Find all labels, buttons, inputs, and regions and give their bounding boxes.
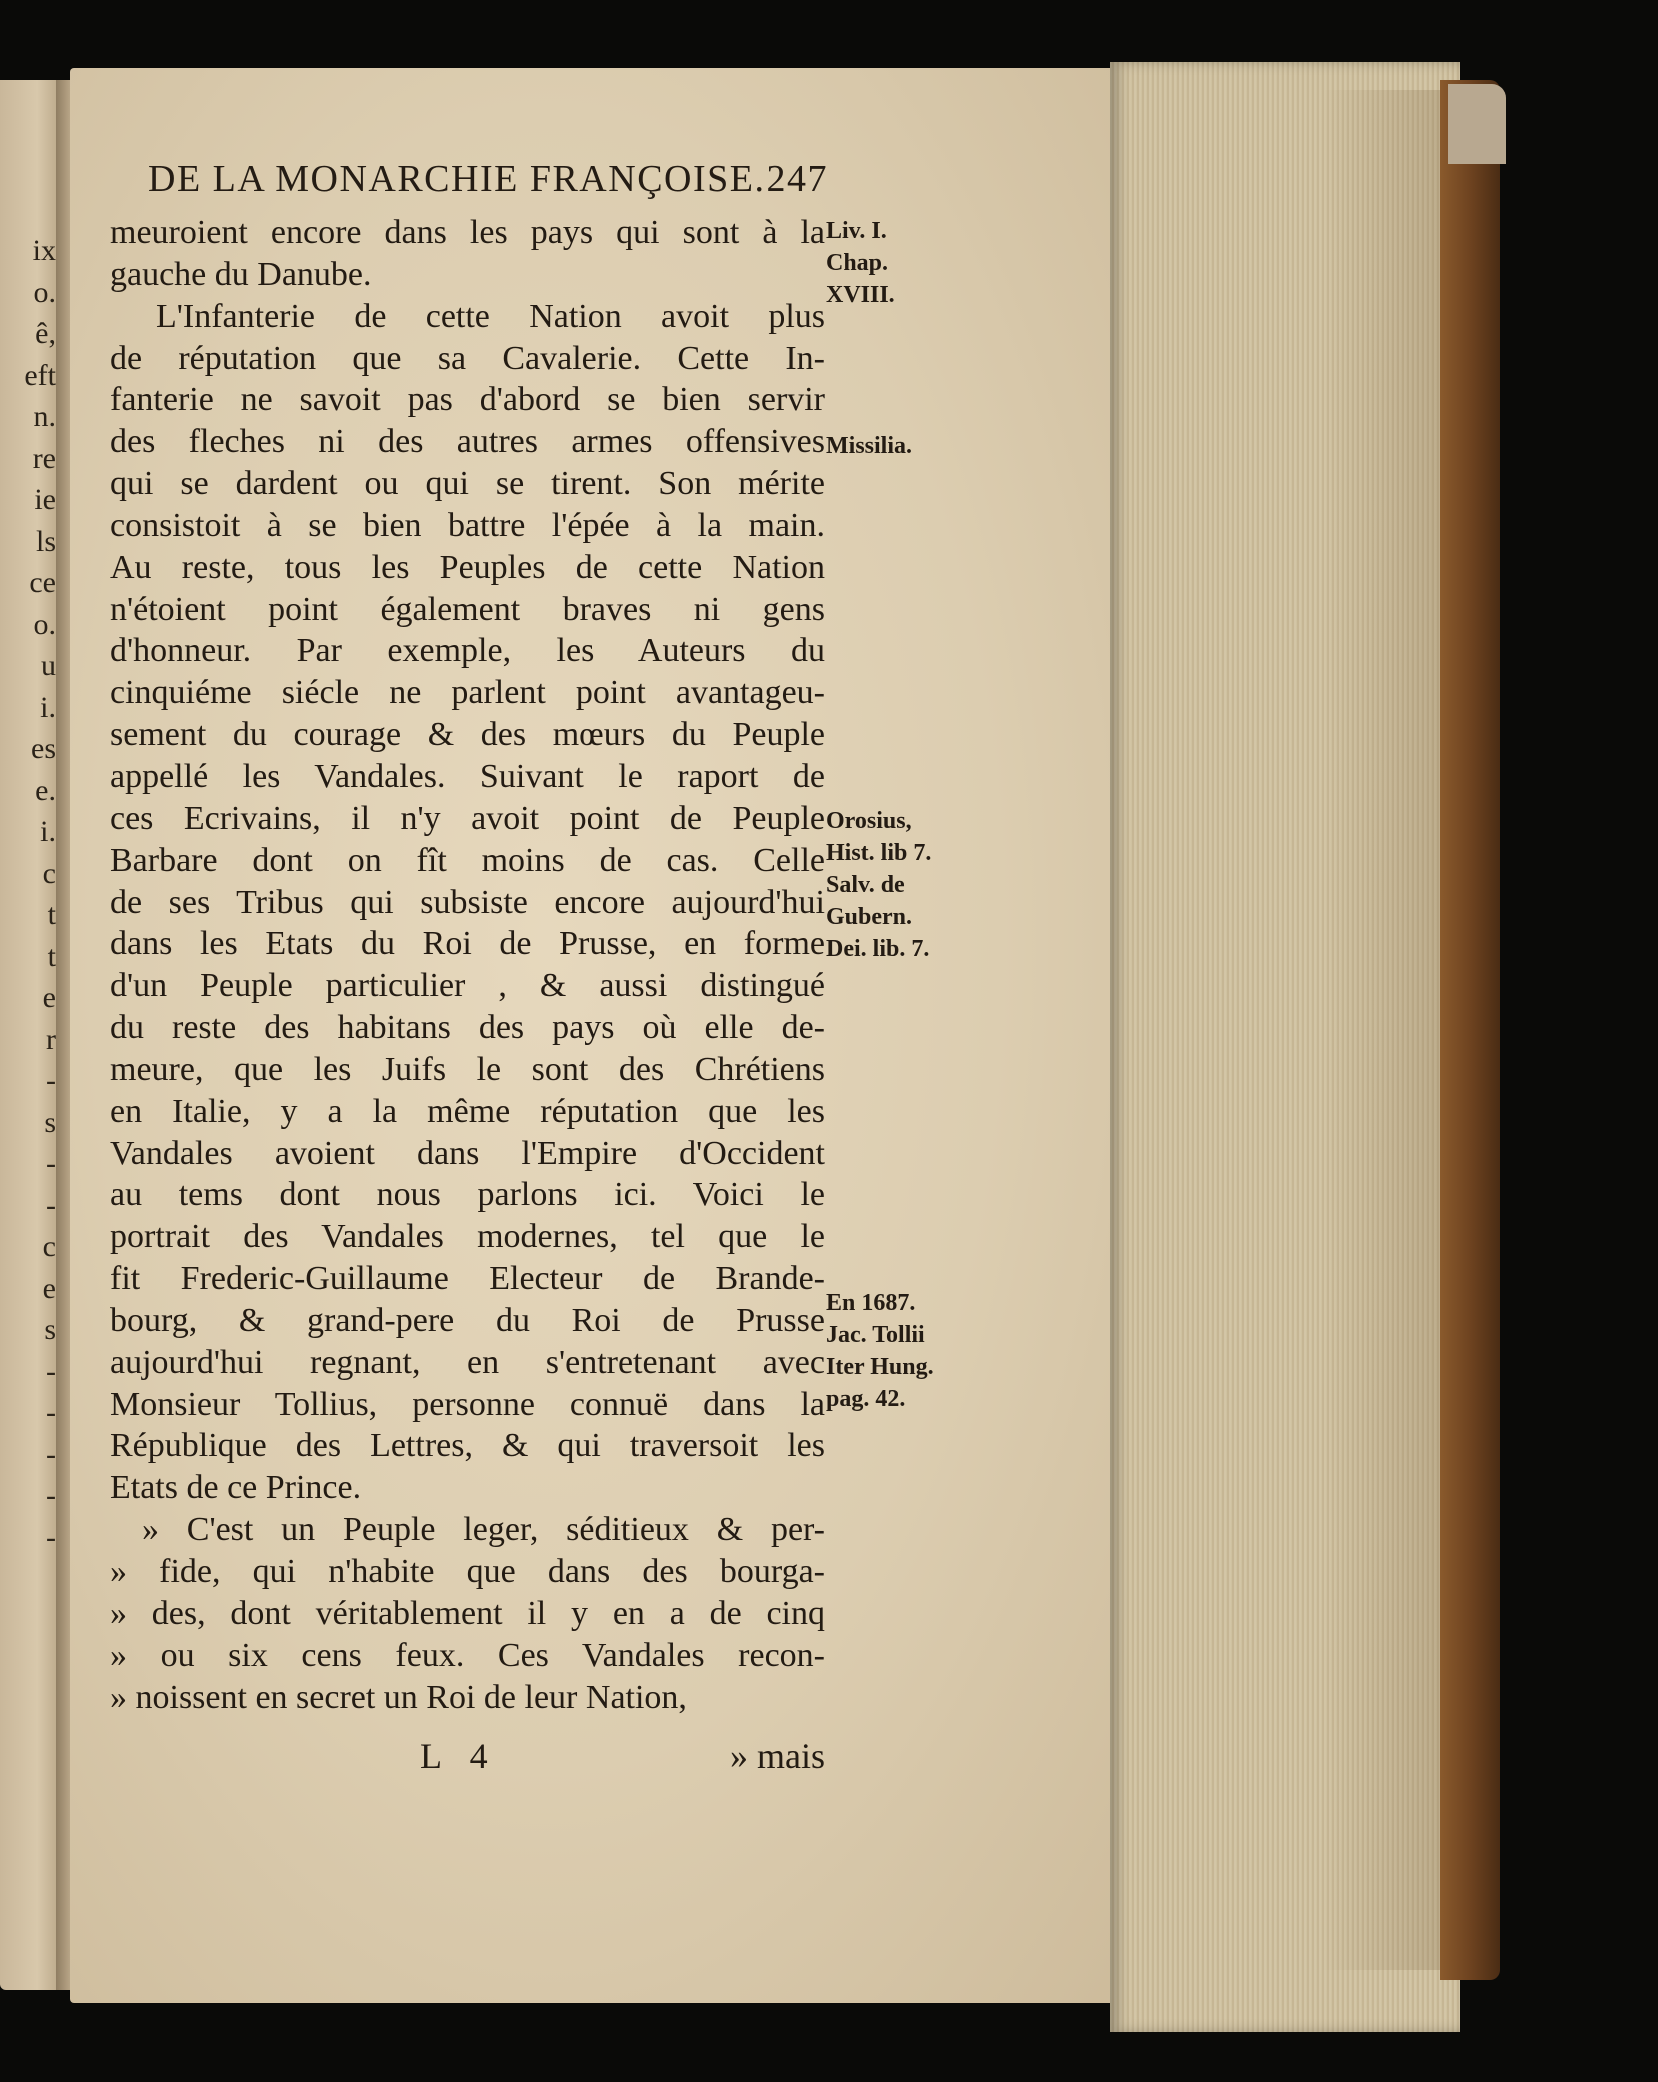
margin-note: En 1687. (826, 1290, 916, 1316)
text-fragment: - (46, 1147, 56, 1180)
text-line: meuroient encore dans les pays qui sont à la (110, 214, 825, 251)
margin-note: Gubern. (826, 904, 913, 930)
running-title: DE LA MONARCHIE FRANÇOISE. (148, 158, 766, 200)
text-line: » des, dont véritablement il y en a de cinq (110, 1594, 825, 1632)
text-fragment: - (46, 1188, 56, 1222)
page-footer (110, 1735, 825, 1779)
text-line: appellé les Vandales. Suivant le raport de (110, 757, 825, 795)
text-line: des fleches ni des autres armes offensives (110, 423, 825, 461)
text-line: Vandales avoient dans l'Empire d'Occident (110, 1134, 825, 1172)
text-line: portrait des Vandales modernes, tel que le (110, 1218, 825, 1256)
margin-note: Dei. lib. 7. (826, 936, 930, 962)
previous-page-edge (0, 80, 62, 1990)
text-fragment: o. (33, 607, 56, 641)
text-fragment: u (41, 649, 56, 682)
margin-note: Missilia. (826, 433, 913, 459)
text-fragment: - (46, 1396, 56, 1429)
text-line: » fide, qui n'habite que dans des bourga- (110, 1553, 825, 1590)
text-line: n'étoient point également braves ni gens (110, 590, 825, 628)
body-text (110, 212, 825, 1718)
margin-note: Orosius, (826, 808, 912, 834)
previous-page-text-fragments (6, 230, 56, 1558)
margin-note: Iter Hung. (826, 1354, 934, 1380)
text-fragment: i. (40, 690, 56, 724)
text-fragment: s (44, 1105, 56, 1139)
text-line: cinquiéme siécle ne parlent point avantageu- (110, 674, 825, 712)
text-line: de réputation que sa Cavalerie. Cette In- (110, 339, 825, 377)
text-line: au tems dont nous parlons ici. Voici le (110, 1176, 825, 1214)
text-line: Monsieur Tollius, personne connuë dans la (110, 1385, 825, 1423)
text-fragment: e (42, 1271, 56, 1305)
text-fragment: ix (32, 234, 56, 267)
text-line: » C'est un Peuple leger, séditieux & per- (142, 1511, 825, 1549)
text-line: » ou six cens feux. Ces Vandales recon- (110, 1636, 825, 1674)
text-fragment: - (46, 1064, 56, 1097)
text-fragment: i. (40, 815, 56, 848)
margin-note: Hist. lib 7. (826, 840, 932, 866)
text-fragment: ie (34, 483, 56, 516)
text-line: République des Lettres, & qui traversoit les (110, 1427, 825, 1465)
text-line: Etats de ce Prince. (110, 1469, 362, 1507)
text-fragment: t (47, 939, 56, 973)
text-fragment: eft (24, 358, 56, 392)
margin-note: Liv. I. (826, 218, 887, 244)
text-fragment: re (32, 441, 56, 475)
text-fragment: - (46, 1479, 56, 1512)
text-line: en Italie, y a la même réputation que les (110, 1092, 825, 1130)
text-fragment: o. (33, 275, 56, 309)
text-line: aujourd'hui regnant, en s'entretenant avec (110, 1343, 825, 1381)
text-fragment: c (42, 1230, 56, 1263)
text-line: Barbare dont on fît moins de cas. Celle (110, 841, 825, 879)
text-fragment: c (42, 856, 56, 890)
text-line: consistoit à se bien battre l'épée à la main. (110, 506, 825, 544)
text-fragment: e (42, 981, 56, 1014)
fore-edge-shadow (1320, 90, 1450, 1970)
text-fragment: ê, (35, 317, 56, 350)
text-line: bourg, & grand-pere du Roi de Prusse (110, 1301, 825, 1339)
text-fragment: s (44, 1313, 56, 1346)
text-fragment: r (46, 1022, 56, 1056)
page-number: 247 (766, 158, 828, 200)
margin-note: Salv. de (826, 872, 905, 898)
catchword: » mais (730, 1736, 825, 1776)
text-line: fit Frederic-Guillaume Electeur de Brande- (110, 1260, 825, 1298)
text-line: dans les Etats du Roi de Prusse, en forme (110, 925, 825, 963)
text-line: d'honneur. Par exemple, les Auteurs du (110, 632, 825, 670)
text-fragment: - (46, 1437, 56, 1471)
text-fragment: e. (35, 773, 56, 807)
text-fragment: ce (29, 566, 56, 599)
leather-cover (1440, 80, 1500, 1980)
text-line: ces Ecrivains, il n'y avoit point de Peuple (110, 799, 825, 837)
text-fragment: - (46, 1354, 56, 1388)
margin-note: Chap. (826, 250, 889, 276)
margin-note: Jac. Tollii (826, 1322, 925, 1348)
text-line: d'un Peuple particulier , & aussi distingué (110, 967, 825, 1005)
text-fragment: t (47, 898, 56, 931)
running-header (148, 157, 828, 203)
text-fragment: - (46, 1520, 56, 1554)
text-line: L'Infanterie de cette Nation avoit plus (156, 297, 825, 335)
text-line: sement du courage & des mœurs du Peuple (110, 716, 825, 754)
text-line: meure, que les Juifs le sont des Chrétiens (110, 1050, 825, 1088)
signature-mark: L 4 (420, 1736, 498, 1776)
text-fragment: es (31, 732, 56, 765)
text-line: Au reste, tous les Peuples de cette Nation (110, 548, 825, 586)
text-line: de ses Tribus qui subsiste encore aujourd'hui (110, 883, 825, 921)
margin-note: pag. 42. (826, 1386, 906, 1412)
text-line: qui se dardent ou qui se tirent. Son mérite (110, 465, 825, 503)
text-fragment: n. (33, 400, 56, 433)
text-line: fanterie ne savoit pas d'abord se bien servir (110, 381, 825, 419)
text-line: du reste des habitans des pays où elle de- (110, 1009, 825, 1047)
margin-note: XVIII. (826, 282, 895, 308)
text-line: » noissent en secret un Roi de leur Nation, (110, 1678, 687, 1716)
cover-corner (1448, 84, 1506, 164)
text-line: gauche du Danube. (110, 255, 372, 293)
text-fragment: ls (35, 524, 56, 558)
